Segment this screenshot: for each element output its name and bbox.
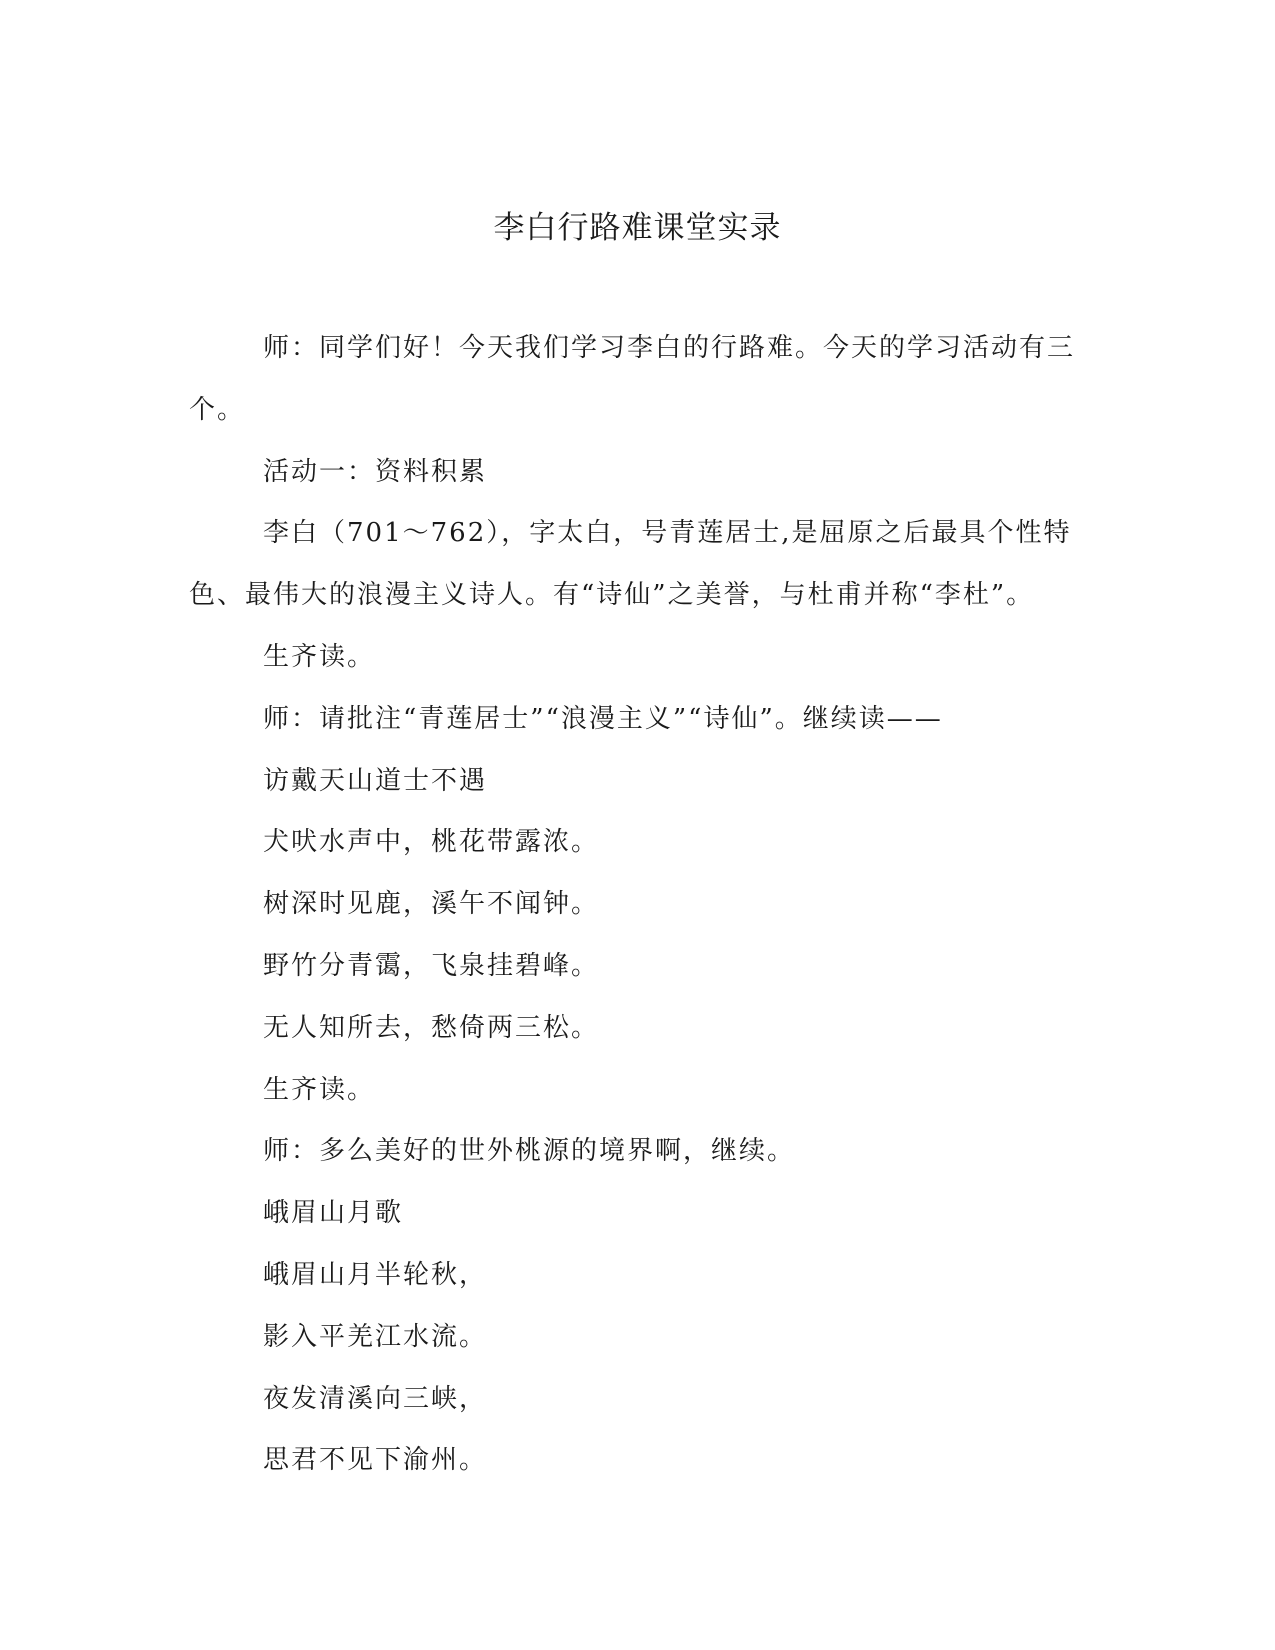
paragraph-teacher-comment: 师：多么美好的世外桃源的境界啊，继续。 [263, 1136, 796, 1167]
poem-line: 无人知所去，愁倚两三松。 [263, 1012, 600, 1043]
document-body [189, 318, 1089, 1492]
paragraph-students-read-1: 生齐读。 [263, 641, 376, 672]
poem-line: 夜发清溪向三峡， [263, 1383, 488, 1414]
poem-line: 峨眉山月半轮秋， [263, 1259, 488, 1290]
poem-line: 犬吠水声中，桃花带露浓。 [263, 827, 600, 858]
paragraph-teacher-intro: 师：同学们好！今天我们学习李白的行路难。今天的学习活动有三个。 [189, 333, 1076, 425]
poem-line: 野竹分青霭，飞泉挂碧峰。 [263, 950, 600, 981]
poem-line: 影入平羌江水流。 [263, 1321, 488, 1352]
page-title: 李白行路难课堂实录 [493, 210, 782, 246]
paragraph-students-read-2: 生齐读。 [263, 1074, 376, 1105]
paragraph-activity-one: 活动一：资料积累 [263, 456, 488, 487]
poem-title-1: 访戴天山道士不遇 [263, 765, 488, 796]
poem-title-2: 峨眉山月歌 [263, 1198, 404, 1229]
paragraph-li-bai-bio: 李白（701～762），字太白，号青莲居士,是屈原之后最具个性特色、最伟大的浪漫主义诗人。有“诗仙”之美誉，与杜甫并称“李杜”。 [189, 518, 1072, 611]
poem-line: 树深时见鹿，溪午不闻钟。 [263, 889, 600, 920]
poem-line: 思君不见下渝州。 [263, 1445, 488, 1476]
paragraph-teacher-annotate: 师：请批注“青莲居士”“浪漫主义”“诗仙”。继续读—— [263, 703, 943, 734]
